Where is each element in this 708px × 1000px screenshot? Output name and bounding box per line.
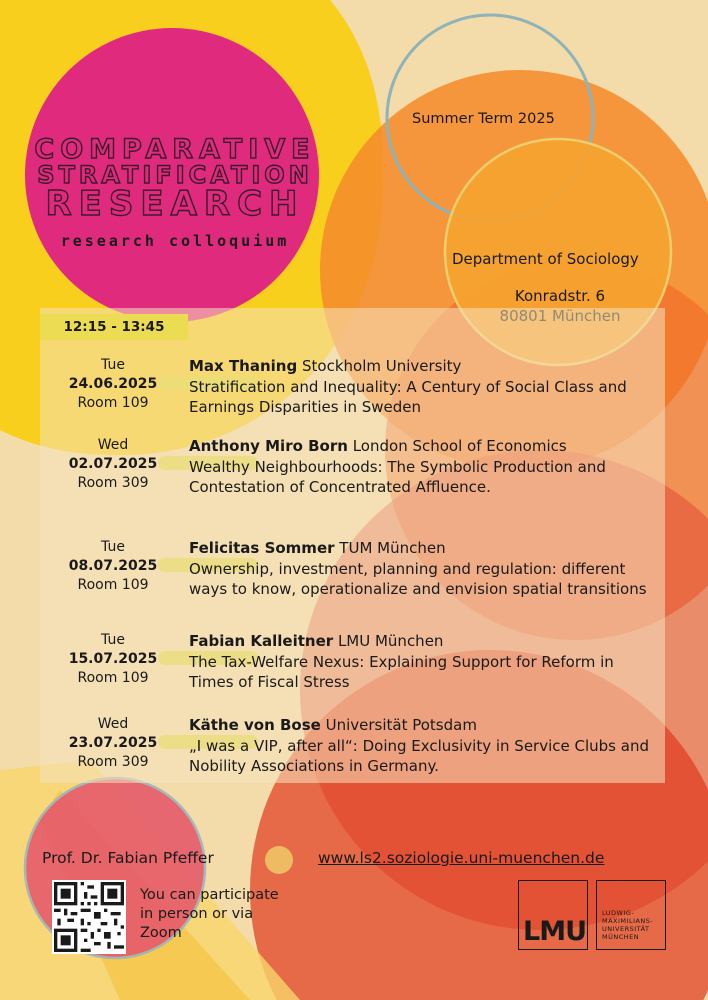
speaker-affiliation: London School of Economics <box>352 437 567 455</box>
speaker-affiliation: Stockholm University <box>302 357 462 375</box>
speaker-affiliation: TUM München <box>339 539 446 557</box>
speaker-name: Max Thaning <box>189 357 298 375</box>
speaker-name: Felicitas Sommer <box>189 539 335 557</box>
subtitle: research colloquium <box>60 232 290 250</box>
talk-title: Wealthy Neighbourhoods: The Symbolic Production and Contestation of Concentrated Affluence. <box>189 457 606 496</box>
event-info <box>189 356 659 418</box>
decorative-dot <box>265 846 293 874</box>
event-date-column <box>60 715 166 772</box>
speaker-name: Fabian Kalleitner <box>189 632 334 650</box>
event-day: Wed <box>97 437 129 453</box>
qr-code-icon[interactable] <box>52 880 126 954</box>
event-date: 15.07.2025 <box>68 651 158 667</box>
event-info <box>189 715 659 777</box>
department-label: Department of Sociology <box>452 250 639 268</box>
event-info <box>189 631 659 693</box>
event-day: Tue <box>101 357 125 373</box>
talk-title: Stratification and Inequality: A Century of Social Class and Earnings Disparities in Sweden <box>189 377 627 416</box>
speaker-affiliation: LMU München <box>337 632 444 650</box>
title-line-3: RESEARCH <box>45 184 305 224</box>
event-day: Tue <box>101 632 125 648</box>
lmu-logo <box>518 880 588 950</box>
event-day: Wed <box>97 716 129 732</box>
event-date: 02.07.2025 <box>68 456 158 472</box>
talk-title: Ownership, investment, planning and regulation: different ways to know, operationalize and envision spatial transitions <box>189 559 647 598</box>
speaker-name: Käthe von Bose <box>189 716 321 734</box>
event-date: 24.06.2025 <box>68 376 158 392</box>
title-line-1: COMPARATIVE <box>34 134 316 165</box>
term-label: Summer Term 2025 <box>412 111 555 127</box>
lmu-logo-text: LMU <box>523 916 586 947</box>
event-date-column <box>60 356 166 413</box>
website-link[interactable]: www.ls2.soziologie.uni-muenchen.de <box>318 849 605 867</box>
event-date-column <box>60 538 166 595</box>
event-room: Room 309 <box>77 475 149 491</box>
lmu-wordmark-line: UNIVERSITÄT <box>602 925 650 933</box>
event-info <box>189 436 659 498</box>
event-room: Room 109 <box>77 670 149 686</box>
event-date: 08.07.2025 <box>68 558 158 574</box>
event-room: Room 309 <box>77 754 149 770</box>
time-badge: 12:15 - 13:45 <box>40 314 188 340</box>
lmu-wordmark-line: MÜNCHEN <box>602 933 640 941</box>
organizer-name: Prof. Dr. Fabian Pfeffer <box>42 849 214 867</box>
lmu-wordmark-line: MAXIMILIANS- <box>602 917 654 925</box>
title-line-2: STRATIFICATION <box>37 161 313 189</box>
lmu-wordmark-line: LUDWIG- <box>602 909 635 917</box>
event-info <box>189 538 659 600</box>
talk-title: „I was a VIP, after all“: Doing Exclusivity in Service Clubs and Nobility Associations in Germany. <box>189 736 649 775</box>
speaker-affiliation: Universität Potsdam <box>325 716 477 734</box>
participation-note: You can participate in person or via Zoom <box>140 887 279 941</box>
event-day: Tue <box>101 539 125 555</box>
title-block <box>30 136 320 222</box>
event-room: Room 109 <box>77 395 149 411</box>
event-date: 23.07.2025 <box>68 735 158 751</box>
lmu-wordmark <box>596 880 666 950</box>
talk-title: The Tax-Welfare Nexus: Explaining Support for Reform in Times of Fiscal Stress <box>189 652 614 691</box>
address-street: Konradstr. 6 <box>514 287 606 305</box>
speaker-name: Anthony Miro Born <box>189 437 348 455</box>
event-date-column <box>60 631 166 688</box>
event-date-column <box>60 436 166 493</box>
event-room: Room 109 <box>77 577 149 593</box>
